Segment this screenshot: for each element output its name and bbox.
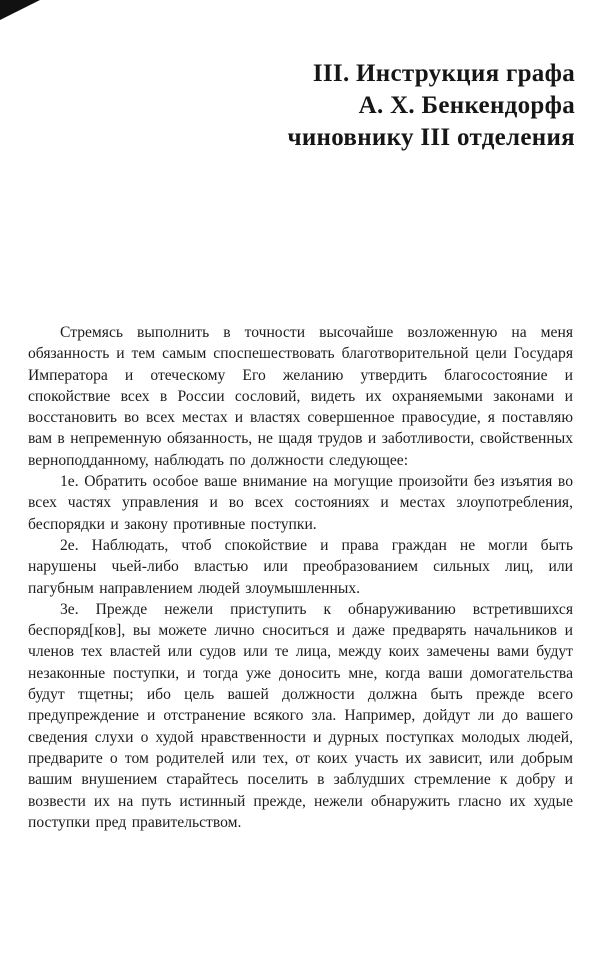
paragraph-intro: Стремясь выполнить в точности высочайше возложенную на меня обязанность и тем самым споспешествовать благотворительной цели Государя Императора и отеческому Его желанию утвердить благосостояние и спокойствие всех в России сословий, видеть их охраняемыми законами и восстановить во всех местах и властях совершенное правосудие, я поставляю вам в непременную обязанность, не щадя трудов и заботливости, свойственных верноподданному, наблюдать по должности следующее: xyxy=(28,324,573,469)
paragraph-item-2: 2е. Наблюдать, чтоб спокойствие и права граждан не могли быть нарушены чьей-либо властью или преобразованием сильных лиц, или пагубным направлением людей злоумышленных. xyxy=(28,536,573,597)
scan-corner-artifact xyxy=(0,0,40,20)
chapter-title xyxy=(110,58,575,154)
paragraph-item-1: 1е. Обратить особое ваше внимание на могущие произойти без изъятия во всех частях управления и во всех состояниях и местах злоупотребления, беспорядки и закону противные поступки. xyxy=(28,473,573,533)
paragraph-item-3: 3е. Прежде нежели приступить к обнаруживанию встретившихся беспоряд[ков], вы можете лично сноситься и даже предварять начальников и членов тех властей или судов или те лица, между коих замечены вами будут незаконные поступки, и тогда уже доносить мне, когда ваши домогательства будут тщетны; ибо цель вашей должности должна быть прежде всего предупреждение и отстранение всякого зла. Например, дойдут ли до вашего сведения слухи о худой нравственности и дурных поступках молодых людей, предварите о том родителей или тех, от коих участь их зависит, или добрым вашим внушением старайтесь поселить в заблудших стремление к добру и возвести их на путь истинный прежде, нежели обнаружить гласно их худые поступки пред правительством. xyxy=(28,600,573,831)
chapter-title-line-2: А. Х. Бенкендорфа xyxy=(358,92,575,119)
chapter-title-line-3: чиновнику III отделения xyxy=(287,124,575,151)
document-body xyxy=(28,322,573,833)
chapter-title-line-1: III. Инструкция графа xyxy=(312,60,575,87)
